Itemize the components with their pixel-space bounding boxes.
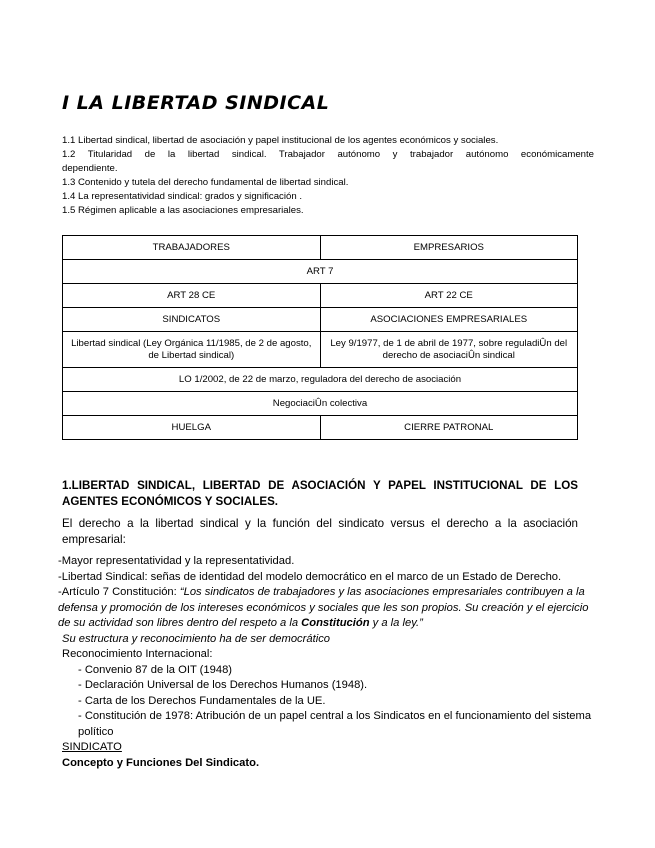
list-item: - Declaración Universal de los Derechos Humanos (1948). (78, 679, 368, 691)
table-row (63, 236, 578, 260)
table-cell: ART 7 (63, 260, 578, 284)
toc-item: 1.1 Libertad sindical, libertad de asociación y papel institucional de los agentes económicos y sociales. (62, 135, 499, 146)
page-title: I LA LIBERTAD SINDICAL (62, 92, 330, 114)
table-row (63, 284, 578, 308)
table-row (63, 308, 578, 332)
table-cell: ASOCIACIONES EMPRESARIALES (320, 308, 578, 332)
article-7-quote (58, 585, 598, 632)
list-item: Su estructura y reconocimiento ha de ser democrático (62, 632, 331, 645)
toc-item: dependiente. (62, 163, 118, 174)
table-cell: Libertad sindical (Ley Orgánica 11/1985, de 2 de agosto, de Libertad sindical) (63, 332, 321, 368)
content-body (58, 554, 598, 771)
table-row (63, 368, 578, 392)
intro-paragraph: El derecho a la libertad sindical y la función del sindicato versus el derecho a la asociación empresarial: (62, 517, 578, 546)
table-cell: LO 1/2002, de 22 de marzo, reguladora del derecho de asociación (63, 368, 578, 392)
international-list (58, 663, 598, 741)
subheading-concepto: Concepto y Funciones Del Sindicato. (62, 756, 260, 769)
toc-item: 1.4 La representatividad sindical: grados y significación . (62, 191, 302, 202)
list-item: -Libertad Sindical: señas de identidad del modelo democrático en el marco de un Estado de Derecho. (58, 570, 562, 583)
table-row (63, 416, 578, 440)
table-row (63, 260, 578, 284)
quote-text-end: y a la ley.” (369, 617, 423, 629)
list-item: - Constitución de 1978: Atribución de un papel central a los Sindicatos en el funcionamiento del sistema político (78, 710, 592, 738)
table-cell: HUELGA (63, 416, 321, 440)
table-cell: ART 28 CE (63, 284, 321, 308)
table-row (63, 392, 578, 416)
quote-bold-text: Constitución (301, 617, 370, 629)
table-cell: ART 22 CE (320, 284, 578, 308)
list-item: - Convenio 87 de la OIT (1948) (78, 663, 233, 676)
toc-item: 1.5 Régimen aplicable a las asociaciones empresariales. (62, 205, 304, 216)
list-item: -Mayor representatividad y la representatividad. (58, 555, 295, 567)
table-cell: TRABAJADORES (63, 236, 321, 260)
subheading-sindicato: SINDICATO (62, 741, 122, 753)
table-cell: SINDICATOS (63, 308, 321, 332)
table-cell: EMPRESARIOS (320, 236, 578, 260)
comparison-table (62, 235, 578, 440)
section-heading: 1.LIBERTAD SINDICAL, LIBERTAD DE ASOCIACIÓN Y PAPEL INSTITUCIONAL DE LOS AGENTES ECONÓMICOS Y SOCIALES. (62, 479, 578, 508)
table-cell: Ley 9/1977, de 1 de abril de 1977, sobre reguladiÛn del derecho de asociaciÛn sindical (320, 332, 578, 368)
list-item: Reconocimiento Internacional: (62, 648, 213, 660)
list-item-prefix: -Artículo 7 Constitución: (58, 586, 180, 598)
table-cell: NegociaciÛn colectiva (63, 392, 578, 416)
table-of-contents (62, 134, 594, 218)
list-item: - Carta de los Derechos Fundamentales de la UE. (78, 694, 326, 707)
table-cell: CIERRE PATRONAL (320, 416, 578, 440)
toc-item: 1.3 Contenido y tutela del derecho fundamental de libertad sindical. (62, 177, 349, 188)
quote-text: “Los sindicatos de trabajadores y las asociaciones empresariales contribuyen a la defensa y promoción de los intereses económicos y sociales que les son propios. Su creación y el ejercicio de su actividad son libres dentro del respeto a la (58, 586, 589, 629)
toc-item: 1.2 Titularidad de la libertad sindical. Trabajador autónomo y trabajador autónomo económicamente (62, 149, 594, 160)
table-row (63, 332, 578, 368)
